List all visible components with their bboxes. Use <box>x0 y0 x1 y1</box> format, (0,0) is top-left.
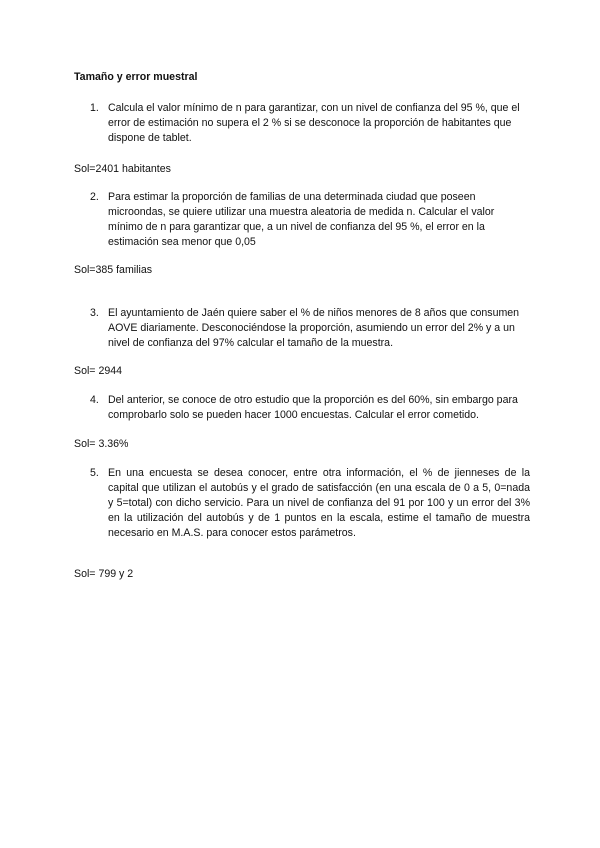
problem-number: 1. <box>90 102 99 114</box>
problem-4 <box>90 393 530 423</box>
problem-2 <box>90 190 530 250</box>
problem-text: Del anterior, se conoce de otro estudio que la proporción es del 60%, sin embargo para comprobarlo solo se pueden hacer 1000 encuestas. Calcular el error cometido. <box>108 394 518 421</box>
problem-number: 3. <box>90 307 99 319</box>
solution-5: Sol= 799 y 2 <box>74 568 134 580</box>
problem-5 <box>90 466 530 541</box>
page-title: Tamaño y error muestral <box>74 71 198 83</box>
problem-1 <box>90 101 530 146</box>
problem-number: 2. <box>90 191 99 203</box>
solution-2: Sol=385 familias <box>74 264 153 276</box>
problem-text: En una encuesta se desea conocer, entre otra información, el % de jienneses de la capital que utilizan el autobús y el grado de satisfacción (en una escala de 0 a 5, 0=nada y 5=total) con dicho servicio. Para un nivel de confianza del 91 por 100 y un error del 3% en la utilización del autobús y de 1 puntos en la escala, estime el tamaño de muestra necesario en M.A.S. para conocer estos parámetros. <box>108 467 530 539</box>
problem-number: 5. <box>90 467 99 479</box>
problem-text: Para estimar la proporción de familias de una determinada ciudad que poseen microondas, se quiere utilizar una muestra aleatoria de medida n. Calcular el valor mínimo de n para garantizar que, a un nivel de confianza del 95 %, el error en la estimación sea menor que 0,05 <box>108 191 495 248</box>
solution-4: Sol= 3.36% <box>74 438 129 450</box>
problem-3 <box>90 306 530 351</box>
problem-text: Calcula el valor mínimo de n para garantizar, con un nivel de confianza del 95 %, que el error de estimación no supera el 2 % si se desconoce la proporción de habitantes que dispone de tablet. <box>108 102 520 144</box>
problem-text: El ayuntamiento de Jaén quiere saber el % de niños menores de 8 años que consumen AOVE diariamente. Desconociéndose la proporción, asumiendo un error del 2% y a un nivel de confianza del 97% calcular el tamaño de la muestra. <box>108 307 520 349</box>
problem-number: 4. <box>90 394 99 406</box>
solution-1: Sol=2401 habitantes <box>74 163 171 175</box>
solution-3: Sol= 2944 <box>74 365 123 377</box>
